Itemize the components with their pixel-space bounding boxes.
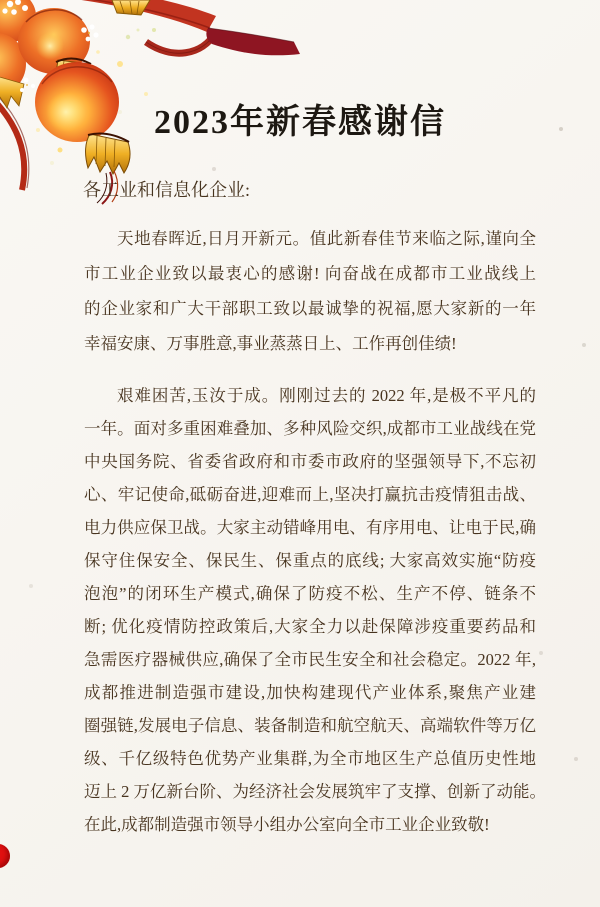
text-line: 市工业企业致以最衷心的感谢! 向奋战在成都市工业战线上	[84, 264, 536, 283]
text-line: 成都推进制造强市建设,加快构建现代产业体系,聚焦产业建	[84, 683, 536, 702]
text-line: 心、牢记使命,砥砺奋进,迎难而上,坚决打赢抗击疫情狙击战、	[84, 485, 536, 504]
text-line: 中央国务院、省委省政府和市委市政府的坚强领导下,不忘初	[84, 452, 536, 471]
text-line: 急需医疗器械供应,确保了全市民生安全和社会稳定。2022 年,	[84, 650, 536, 669]
text-line: 保守住保安全、保民生、保重点的底线; 大家高效实施“防疫	[84, 551, 536, 570]
paper-specks	[0, 0, 2, 2]
page-title: 2023年新春感谢信	[154, 104, 446, 141]
text-line: 断; 优化疫情防控政策后,大家全力以赴保障涉疫重要药品和	[84, 617, 536, 636]
paragraph-review	[84, 379, 546, 841]
text-line: 泡泡”的闭环生产模式,确保了防疫不松、生产不停、链条不	[84, 584, 536, 603]
text-line: 幸福安康、万事胜意,事业蒸蒸日上、工作再创佳绩!	[84, 334, 457, 353]
text-line: 的企业家和广大干部职工致以最诚挚的祝福,愿大家新的一年	[84, 299, 536, 318]
text-line: 级、千亿级特色优势产业集群,为全市地区生产总值历史性地	[84, 749, 536, 768]
text-line: 电力供应保卫战。大家主动错峰用电、有序用电、让电于民,确	[84, 518, 536, 537]
text-line: 艰难困苦,玉汝于成。刚刚过去的 2022 年,是极不平凡的	[117, 386, 536, 405]
text-line: 圈强链,发展电子信息、装备制造和航空航天、高端软件等万亿	[84, 716, 536, 735]
red-dot-decoration	[0, 844, 10, 868]
text-line: 一年。面对多重困难叠加、多种风险交织,成都市工业战线在党	[84, 419, 536, 438]
paragraph-greeting	[84, 221, 536, 361]
salutation: 各工业和信息化企业:	[83, 180, 251, 200]
text-line: 在此,成都制造强市领导小组办公室向全市工业企业致敬!	[84, 815, 490, 834]
text-line: 天地春晖近,日月开新元。值此新春佳节来临之际,谨向全	[117, 229, 536, 248]
text-line: 迈上 2 万亿新台阶、为经济社会发展筑牢了支撑、创新了动能。	[84, 782, 546, 801]
